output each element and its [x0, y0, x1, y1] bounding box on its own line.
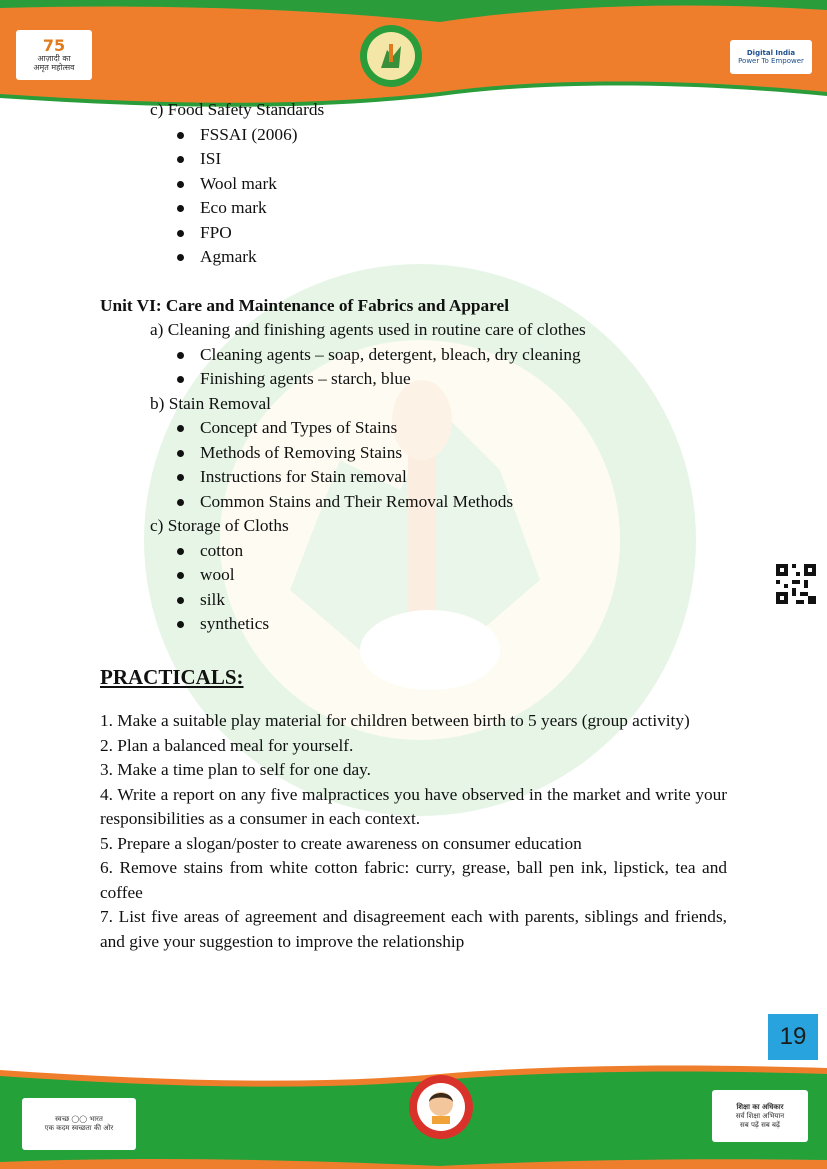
list-item: ISI [175, 147, 727, 172]
cleaning-agents-list [100, 343, 727, 392]
qr-code-icon [776, 564, 816, 604]
list-item: FPO [175, 221, 727, 246]
sarva-shiksha-abhiyan-logo: शिक्षा का अधिकार सर्व शिक्षा अभियान सब पढ़ें सब बढ़ें [712, 1090, 808, 1142]
list-item: Common Stains and Their Removal Methods [175, 490, 727, 515]
digital-india-logo: Digital India Power To Empower [730, 40, 812, 74]
list-item: Instructions for Stain removal [175, 465, 727, 490]
practical-item: 7. List five areas of agreement and disagreement each with parents, siblings and friends, and give your suggestion to improve the relationship [100, 907, 727, 951]
section-heading: c) Storage of Cloths [150, 516, 289, 535]
practical-item: 2. Plan a balanced meal for yourself. [100, 735, 354, 755]
practical-item: 1. Make a suitable play material for children between birth to 5 years (group activity) [100, 711, 690, 730]
list-item: Finishing agents – starch, blue [175, 367, 727, 392]
page-number: 19 [768, 1014, 818, 1060]
list-item: Wool mark [175, 172, 727, 197]
list-item: silk [175, 588, 727, 613]
list-item: Cleaning agents – soap, detergent, bleach, dry cleaning [175, 343, 727, 368]
storage-list [100, 539, 727, 637]
unit-heading: Unit VI: Care and Maintenance of Fabrics and Apparel [100, 295, 510, 315]
list-item: Concept and Types of Stains [175, 416, 727, 441]
azadi-ka-amrit-mahotsav-logo: 75 आज़ादी का अमृत महोत्सव [16, 30, 92, 80]
food-safety-heading: c) Food Safety Standards [150, 100, 325, 119]
board-seal-logo [359, 24, 423, 88]
list-item: FSSAI (2006) [175, 123, 727, 148]
practical-item: 4. Write a report on any five malpractices you have observed in the market and write your responsibilities as a consumer in each context. [100, 784, 727, 828]
list-item: Eco mark [175, 196, 727, 221]
list-item: Methods of Removing Stains [175, 441, 727, 466]
beti-bachao-logo [408, 1074, 474, 1140]
list-item: cotton [175, 539, 727, 564]
practical-item: 3. Make a time plan to self for one day. [100, 760, 371, 779]
food-safety-list [100, 123, 727, 270]
section-heading: b) Stain Removal [150, 393, 271, 413]
list-item: synthetics [175, 612, 727, 637]
practical-item: 6. Remove stains from white cotton fabric: curry, grease, ball pen ink, lipstick, tea and coffee [100, 858, 727, 902]
swachh-bharat-logo: स्वच्छ ◯◯ भारत एक कदम स्वच्छता की ओर [22, 1098, 136, 1150]
section-heading: a) Cleaning and finishing agents used in routine care of clothes [150, 320, 586, 339]
list-item: wool [175, 563, 727, 588]
stain-removal-list [100, 416, 727, 514]
page-content [100, 98, 727, 954]
list-item: Agmark [175, 245, 727, 270]
practicals-heading: PRACTICALS: [100, 664, 244, 689]
practical-item: 5. Prepare a slogan/poster to create awareness on consumer education [100, 833, 582, 853]
